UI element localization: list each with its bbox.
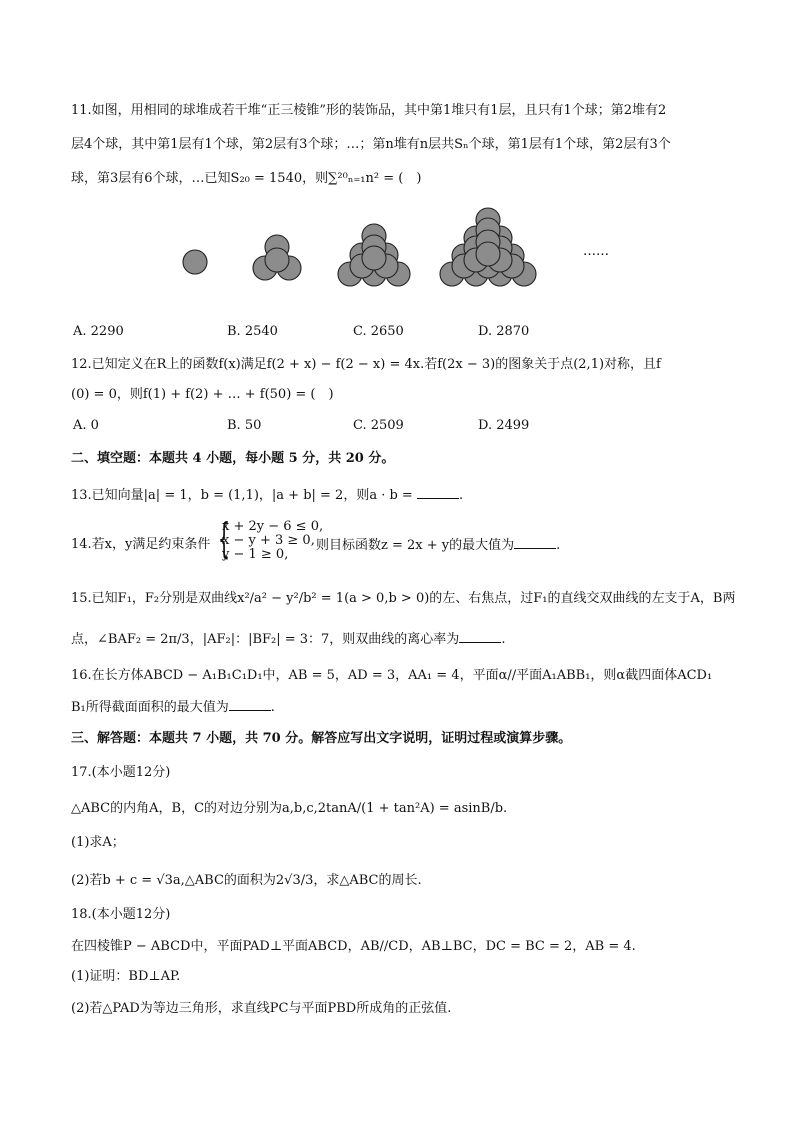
q14-constraint-3: y − 1 ≥ 0,: [222, 547, 289, 562]
q12-option-d: D. 2499: [478, 418, 530, 433]
q14-end: .: [556, 538, 561, 553]
q12-option-c: C. 2509: [353, 418, 404, 433]
q15-line2: 点，∠BAF₂ = 2π/3，|AF₂|：|BF₂| = 3：7，则双曲线的离心率为: [71, 632, 460, 647]
q14-brace: {: [218, 514, 231, 563]
q11-option-c: C. 2650: [353, 324, 404, 339]
q16-line2: B₁所得截面面积的最大值为: [71, 700, 229, 715]
q17-part2: (2)若b + c = √3a,△ABC的面积为2√3/3，求△ABC的周长.: [71, 873, 422, 888]
q13-line: [71, 486, 463, 505]
q16-answer-blank: [229, 698, 271, 711]
q12-option-b: B. 50: [227, 418, 262, 433]
q18-part2: (2)若△PAD为等边三角形，求直线PC与平面PBD所成角的正弦值.: [71, 1001, 452, 1016]
q14-constraint-1: x + 2y − 6 ≤ 0,: [222, 519, 324, 534]
section-fill-in-heading: 二、填空题：本题共 4 小题，每小题 5 分，共 20 分。: [71, 451, 395, 466]
q18-header: 18.(本小题12分): [71, 907, 171, 922]
q13-answer-blank: [417, 486, 459, 499]
q14-suffix-line: [316, 536, 560, 555]
ball-stack-3: [338, 224, 410, 286]
q12-line1: 12.已知定义在R上的函数f(x)满足f(2 + x) − f(2 − x) = 4x.若f(2x − 3)的图象关于点(2,1)对称，且f: [71, 357, 661, 372]
ball-stack-2: [253, 235, 301, 280]
q15-line1: 15.已知F₁，F₂分别是双曲线x²/a² − y²/b² = 1(a > 0,b > 0)的左、右焦点，过F₁的直线交双曲线的左支于A，B两: [71, 591, 736, 606]
ball-stack-1: [183, 250, 207, 274]
q14-prefix: 14.若x，y满足约束条件: [71, 537, 211, 552]
q14-constraints: [222, 520, 323, 562]
q12-line2: (0) = 0，则f(1) + f(2) + … + f(50) = ( ): [71, 387, 334, 402]
ball-stack-4: [440, 208, 536, 286]
q14-constraint-2: x − y + 3 ≥ 0,: [222, 533, 315, 548]
q14-answer-blank: [514, 536, 556, 549]
q11-line1: 11.如图，用相同的球堆成若干堆“正三棱锥”形的装饰品，其中第1堆只有1层，且只有1个球；第2堆有2: [71, 103, 667, 118]
q13-end: .: [458, 488, 464, 503]
q11-option-a: A. 2290: [73, 324, 124, 339]
pyramid-balls-figure: [0, 198, 794, 298]
q15-end: .: [501, 632, 506, 647]
q17-header: 17.(本小题12分): [71, 765, 171, 780]
q18-part1: (1)证明：BD⊥AP.: [71, 969, 181, 984]
q11-line3: 球，第3层有6个球，…已知S₂₀ = 1540，则∑²⁰ₙ₌₁n² = ( ): [71, 171, 422, 186]
q12-option-a: A. 0: [73, 418, 99, 433]
q16-end: .: [270, 700, 275, 715]
q17-part1: (1)求A；: [71, 835, 125, 850]
figure-ellipsis: ……: [583, 244, 609, 259]
q11-option-d: D. 2870: [478, 324, 530, 339]
q15-answer-blank: [459, 630, 501, 643]
q17-stem: △ABC的内角A，B，C的对边分别为a,b,c,2tanA/(1 + tan²A) = asinB/b.: [71, 801, 508, 816]
q16-line1: 16.在长方体ABCD − A₁B₁C₁D₁中，AB = 5，AD = 3，AA₁ = 4，平面α//平面A₁ABB₁，则α截四面体ACD₁: [71, 668, 713, 683]
section-solution-heading: 三、解答题：本题共 7 小题，共 70 分。解答应写出文字说明，证明过程或演算步骤。: [71, 731, 572, 746]
q16-line2-wrap: [71, 698, 275, 717]
q14-suffix: 则目标函数z = 2x + y的最大值为: [316, 538, 515, 553]
q11-option-b: B. 2540: [227, 324, 278, 339]
q15-line2-wrap: [71, 630, 505, 649]
q11-line2: 层4个球，其中第1层有1个球，第2层有3个球；…；第n堆有n层共Sₙ个球，第1层有1个球，第2层有3个: [71, 137, 671, 152]
q18-stem: 在四棱锥P − ABCD中，平面PAD⊥平面ABCD，AB//CD，AB⊥BC，DC = BC = 2，AB = 4.: [71, 939, 636, 954]
q13-text: 13.已知向量|a| = 1，b = (1,1)，|a + b| = 2，则a · b =: [71, 488, 417, 503]
